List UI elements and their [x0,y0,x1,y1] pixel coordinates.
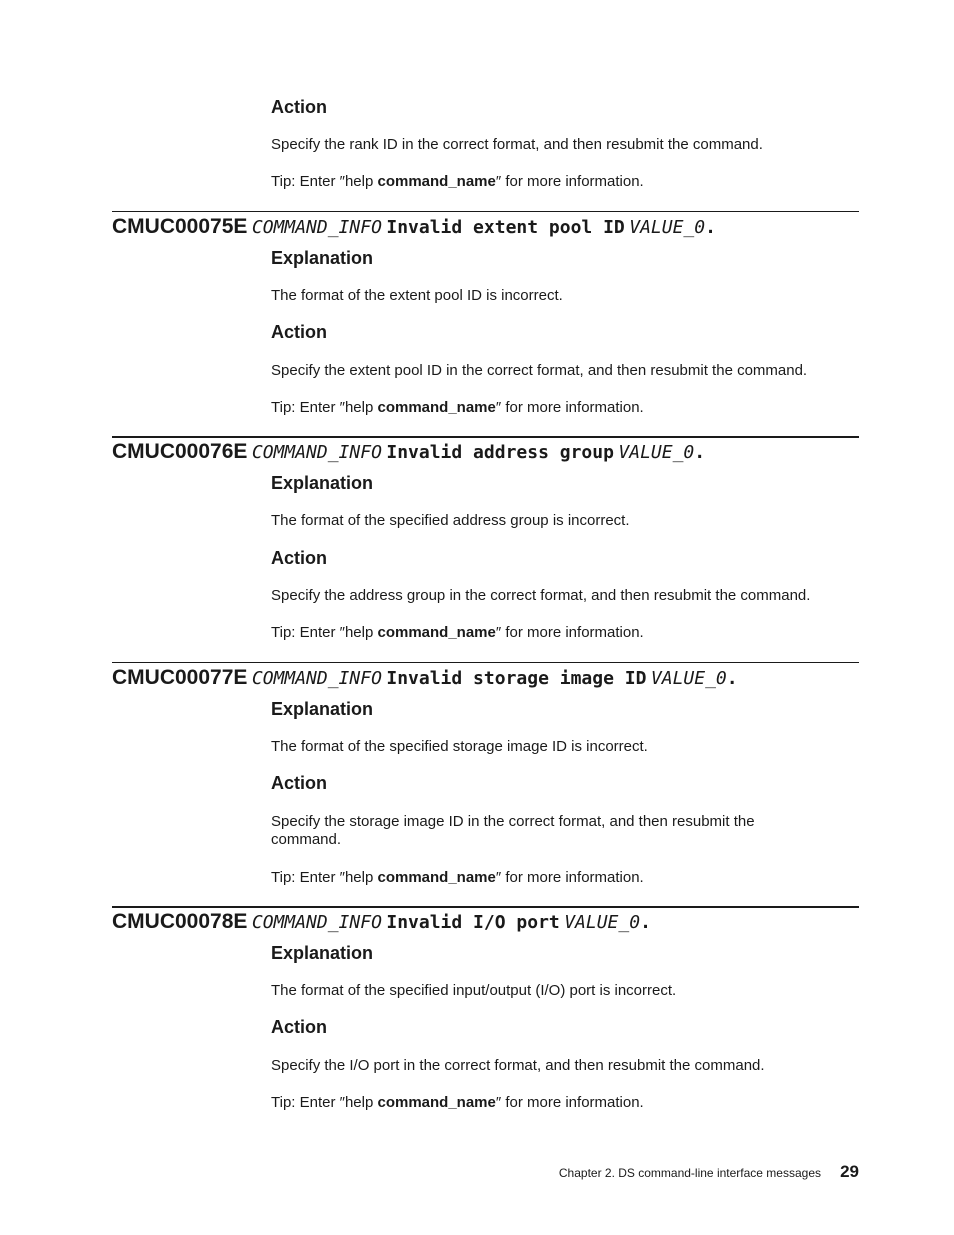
message-value: VALUE_0 [629,217,706,238]
action-text: Specify the I/O port in the correct format, and then resubmit the command. [271,1057,765,1074]
message-value: VALUE_0 [618,442,695,463]
page-number: 29 [840,1162,859,1181]
tip-text: Tip: Enter ″help command_name″ for more information. [271,624,644,641]
action-heading: Action [271,97,327,117]
command-info: COMMAND_INFO [251,217,382,238]
message-title: CMUC00075E COMMAND_INFO Invalid extent pool ID VALUE_0. [112,215,716,238]
explanation-text: The format of the specified input/output (I/O) port is incorrect. [271,982,677,999]
message-title: CMUC00077E COMMAND_INFO Invalid storage image ID VALUE_0. [112,666,738,689]
explanation-heading: Explanation [271,473,374,493]
action-text-line-1: Specify the storage image ID in the correct format, and then resubmit the [271,813,755,830]
action-heading: Action [271,773,327,793]
message-text: Invalid address group [386,442,614,463]
explanation-heading: Explanation [271,943,374,963]
action-text: Specify the rank ID in the correct format, and then resubmit the command. [271,136,763,153]
message-text: Invalid extent pool ID [386,217,625,238]
action-text: Specify the address group in the correct format, and then resubmit the command. [271,587,811,604]
tip-text: Tip: Enter ″help command_name″ for more information. [271,1094,644,1111]
message-id: CMUC00075E [112,215,248,238]
message-title: CMUC00076E COMMAND_INFO Invalid address group VALUE_0. [112,440,706,463]
section-divider [112,906,859,908]
section-divider [112,436,859,438]
footer-chapter: Chapter 2. DS command-line interface messages [558,1166,821,1180]
explanation-text: The format of the specified storage image ID is incorrect. [271,738,648,755]
tip-text: Tip: Enter ″help command_name″ for more information. [271,869,644,886]
section-divider [112,662,859,663]
message-id: CMUC00077E [112,666,248,689]
action-text-line-2: command. [271,831,342,848]
message-value: VALUE_0 [564,912,641,933]
section-divider [112,211,859,212]
message-text: Invalid I/O port [386,912,560,933]
explanation-heading: Explanation [271,248,374,268]
explanation-heading: Explanation [271,699,374,719]
command-info: COMMAND_INFO [251,442,382,463]
explanation-text: The format of the specified address group is incorrect. [271,512,630,529]
action-heading: Action [271,1017,327,1037]
message-text: Invalid storage image ID [386,668,647,689]
command-info: COMMAND_INFO [251,912,382,933]
message-id: CMUC00078E [112,910,248,933]
tip-text: Tip: Enter ″help command_name″ for more information. [271,399,644,416]
tip-text: Tip: Enter ″help command_name″ for more information. [271,173,644,190]
command-info: COMMAND_INFO [251,668,382,689]
action-heading: Action [271,322,327,342]
message-title: CMUC00078E COMMAND_INFO Invalid I/O port VALUE_0. [112,910,651,933]
message-value: VALUE_0 [650,668,727,689]
explanation-text: The format of the extent pool ID is incorrect. [271,287,563,304]
action-heading: Action [271,548,327,568]
action-text: Specify the extent pool ID in the correct format, and then resubmit the command. [271,362,808,379]
message-id: CMUC00076E [112,440,248,463]
